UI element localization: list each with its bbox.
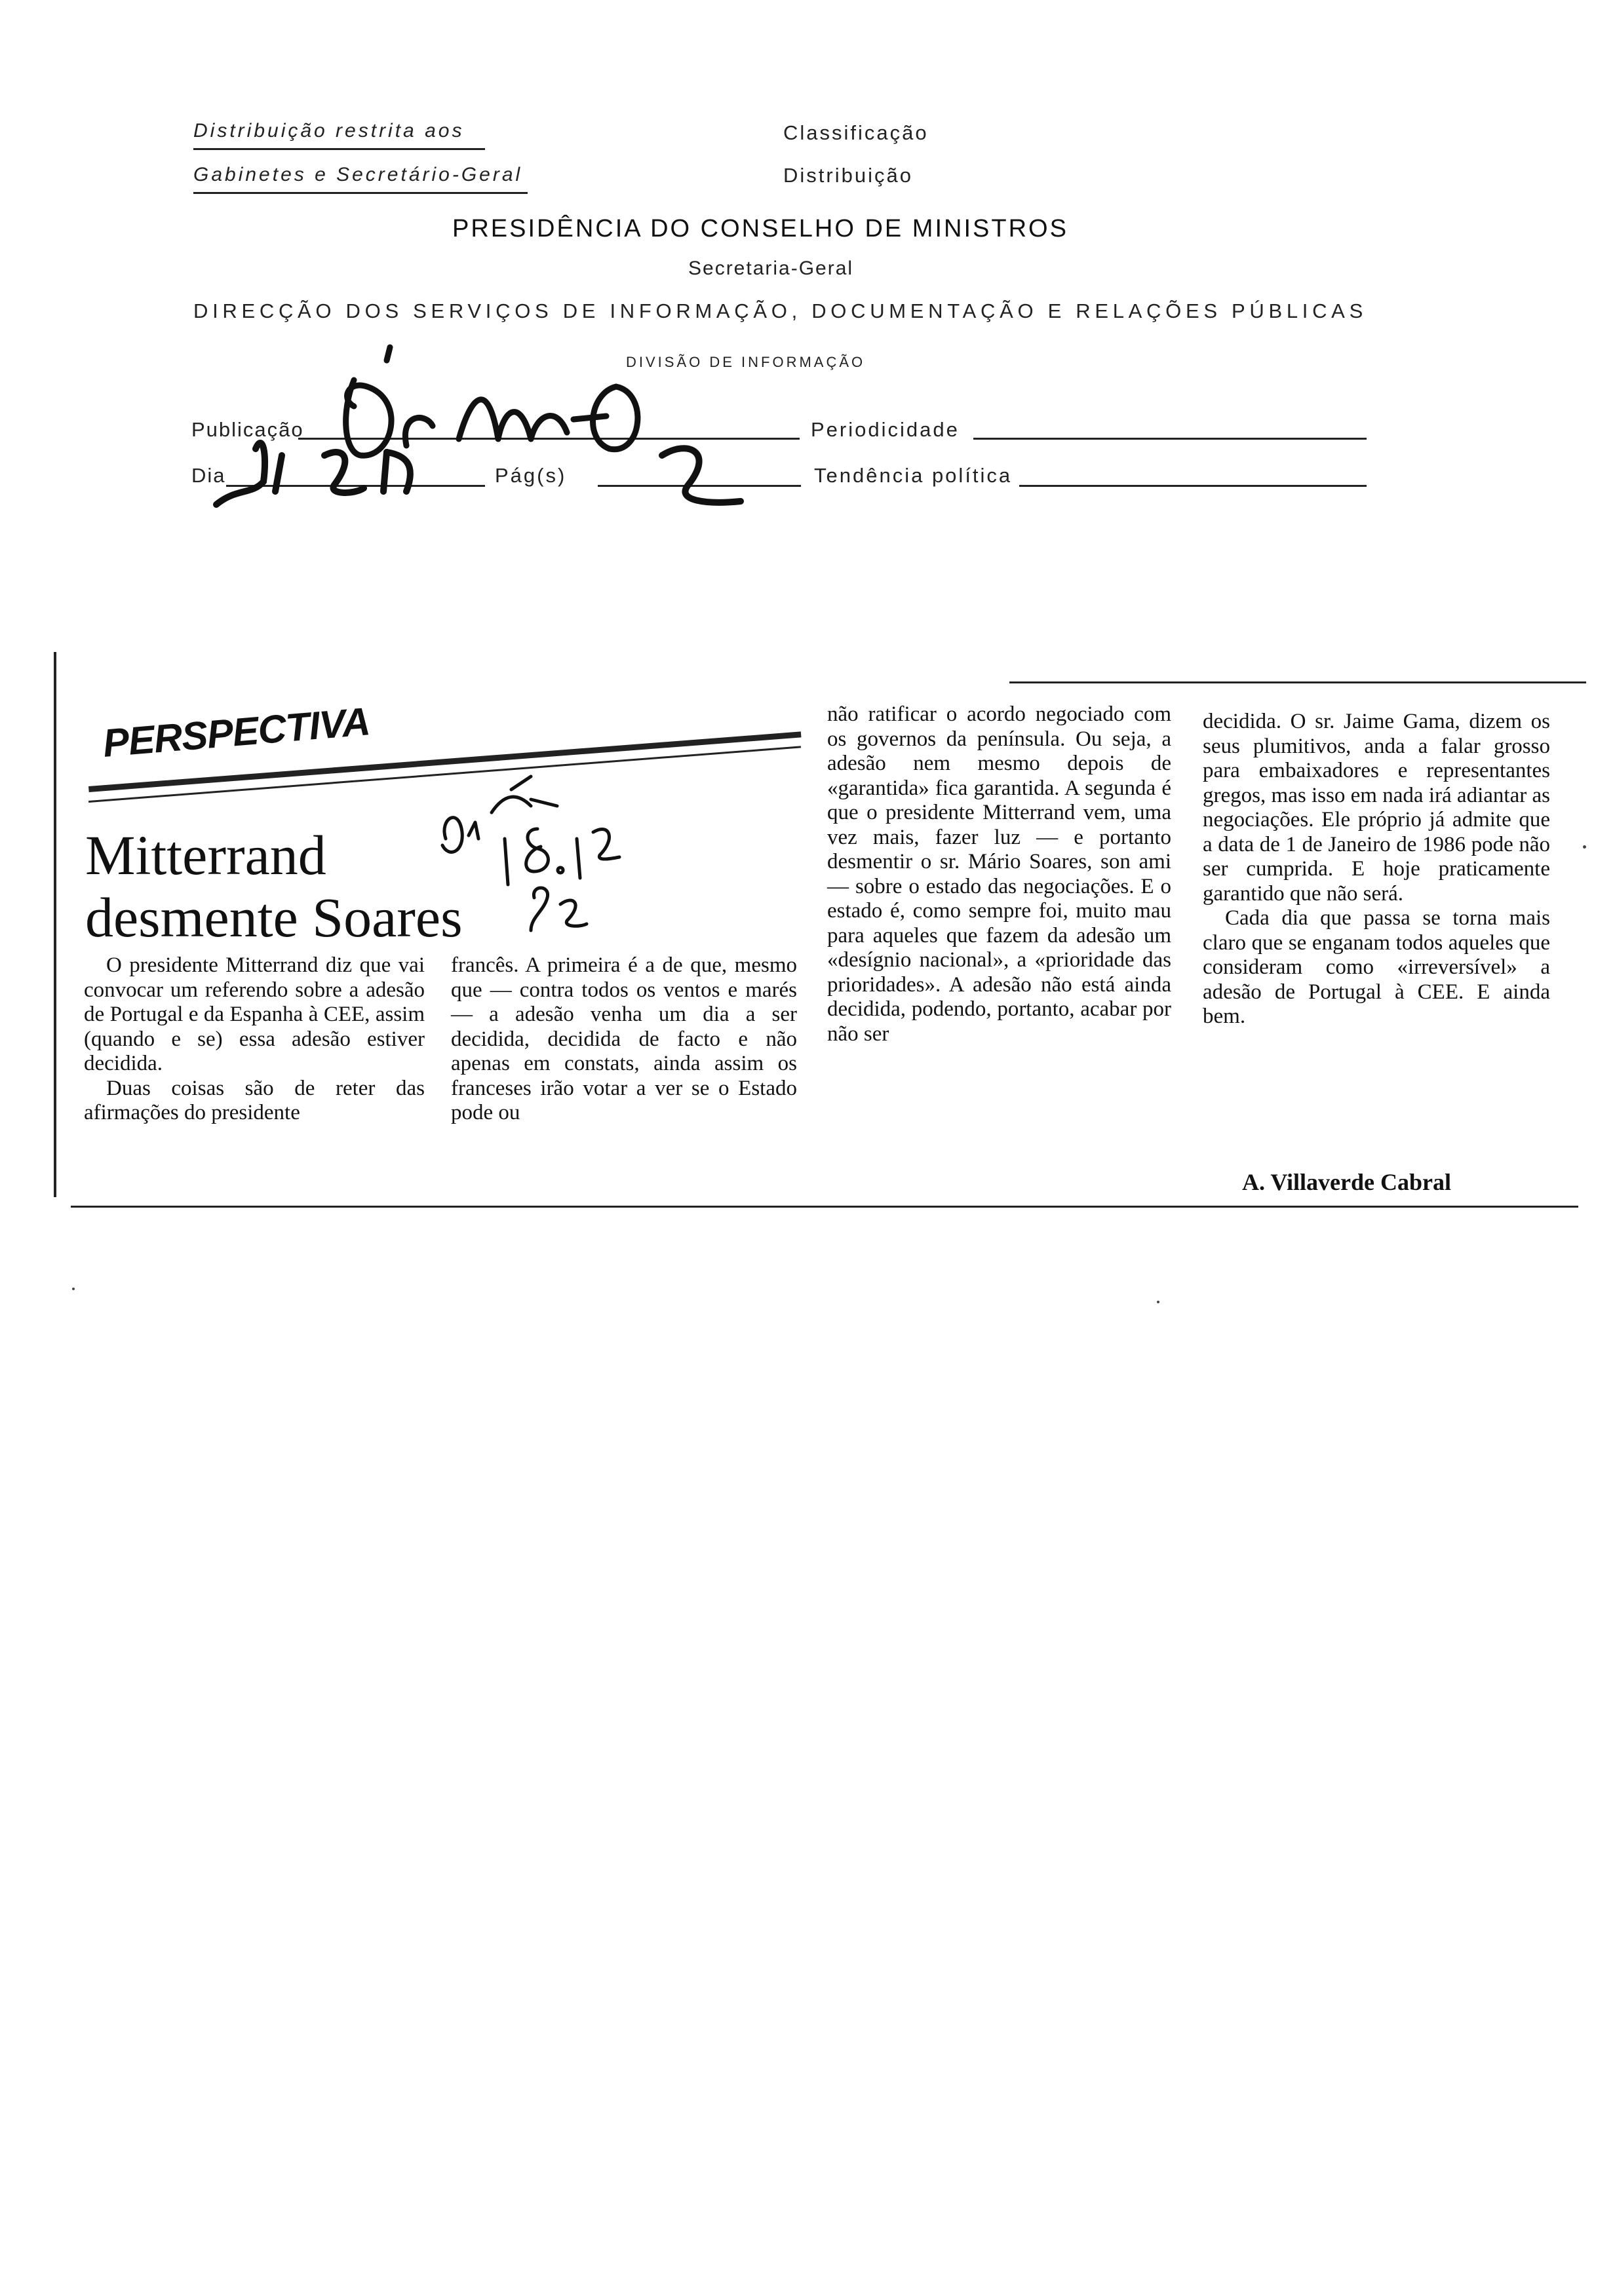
article-title-line1: Mitterrand	[85, 824, 326, 887]
article-column-2	[451, 953, 797, 1126]
political-tendency-field[interactable]	[1019, 485, 1367, 487]
clipping-top-rule	[1009, 681, 1586, 683]
distribution-restricted-line1: Distribuição restrita aos	[193, 120, 465, 142]
org-subtitle: Secretaria-Geral	[688, 258, 854, 279]
article-title-line2: desmente Soares	[85, 886, 463, 949]
periodicity-label: Periodicidade	[811, 418, 960, 441]
political-tendency-label: Tendência política	[814, 464, 1013, 487]
scan-speck	[1157, 1301, 1159, 1303]
day-label: Dia	[191, 464, 226, 487]
article-byline: A. Villaverde Cabral	[1242, 1169, 1451, 1195]
handwritten-date-note	[433, 767, 642, 937]
handwritten-publication-scribble	[190, 341, 780, 511]
scan-speck	[1583, 845, 1586, 849]
pages-label: Pág(s)	[495, 464, 567, 487]
col3-paragraph-1: não ratificar o acordo negociado com os governos da península. Ou seja, a adesão nem mesmo depois de «garantida» fica garantida. A segunda é que o presidente Mitterrand vem, uma vez mais, fazer luz — e portanto desmentir o sr. Mário Soares, son ami — sobre o estado das negociações. E o estado é, como sempre foi, muito mau para aqueles que fazem da adesão um «desígnio nacional», a «prioridade das prioridades». A adesão não está ainda decidida, podendo, portanto, acabar por não ser	[827, 702, 1171, 1046]
col4-paragraph-2: Cada dia que passa se torna mais claro que se enganam todos aqueles que consideram como «irreversível» a adesão de Portugal à CEE. E ainda bem.	[1203, 906, 1550, 1028]
col1-paragraph-2: Duas coisas são de reter das afirmações do presidente	[84, 1076, 425, 1124]
clipping-bottom-rule	[71, 1206, 1578, 1208]
distribution-label: Distribuição	[783, 164, 913, 187]
division-label: DIVISÃO DE INFORMAÇÃO	[626, 354, 866, 370]
col2-paragraph-1: francês. A primeira é a de que, mesmo que — contra todos os ventos e marés — a adesão venha um dia a ser decidida, decidida de facto e não apenas em constats, ainda assim os franceses irão votar a ver se o Estado pode ou	[451, 953, 797, 1124]
periodicity-field[interactable]	[973, 438, 1367, 440]
article-column-1	[84, 953, 425, 1126]
col1-paragraph-1: O presidente Mitterrand diz que vai convocar um referendo sobre a adesão de Portugal e da Espanha à CEE, assim (quando e se) essa adesão estiver decidida.	[84, 953, 425, 1075]
distribution-underline-1	[193, 148, 485, 150]
scan-speck	[72, 1288, 75, 1290]
section-heading: PERSPECTIVA	[101, 699, 372, 766]
distribution-restricted-line2: Gabinetes e Secretário-Geral	[193, 164, 523, 185]
directorate-line: DIRECÇÃO DOS SERVIÇOS DE INFORMAÇÃO, DOCUMENTAÇÃO E RELAÇÕES PÚBLICAS	[193, 299, 1367, 322]
distribution-underline-2	[193, 192, 528, 194]
org-title: PRESIDÊNCIA DO CONSELHO DE MINISTROS	[452, 215, 1068, 242]
clipping-left-edge	[54, 652, 56, 1197]
article-column-4	[1203, 710, 1550, 1029]
article-column-3	[827, 702, 1171, 1046]
col4-paragraph-1: decidida. O sr. Jaime Gama, dizem os seus plumitivos, anda a falar grosso para embaixadores e representantes gregos, mas isso em nada irá adiantar as negociações. Ele próprio já admite que a data de 1 de Janeiro de 1986 pode não ser cumprida. E hoje praticamente garantido que não será.	[1203, 710, 1550, 906]
classification-label: Classificação	[783, 121, 929, 144]
publication-label: Publicação	[191, 418, 304, 441]
